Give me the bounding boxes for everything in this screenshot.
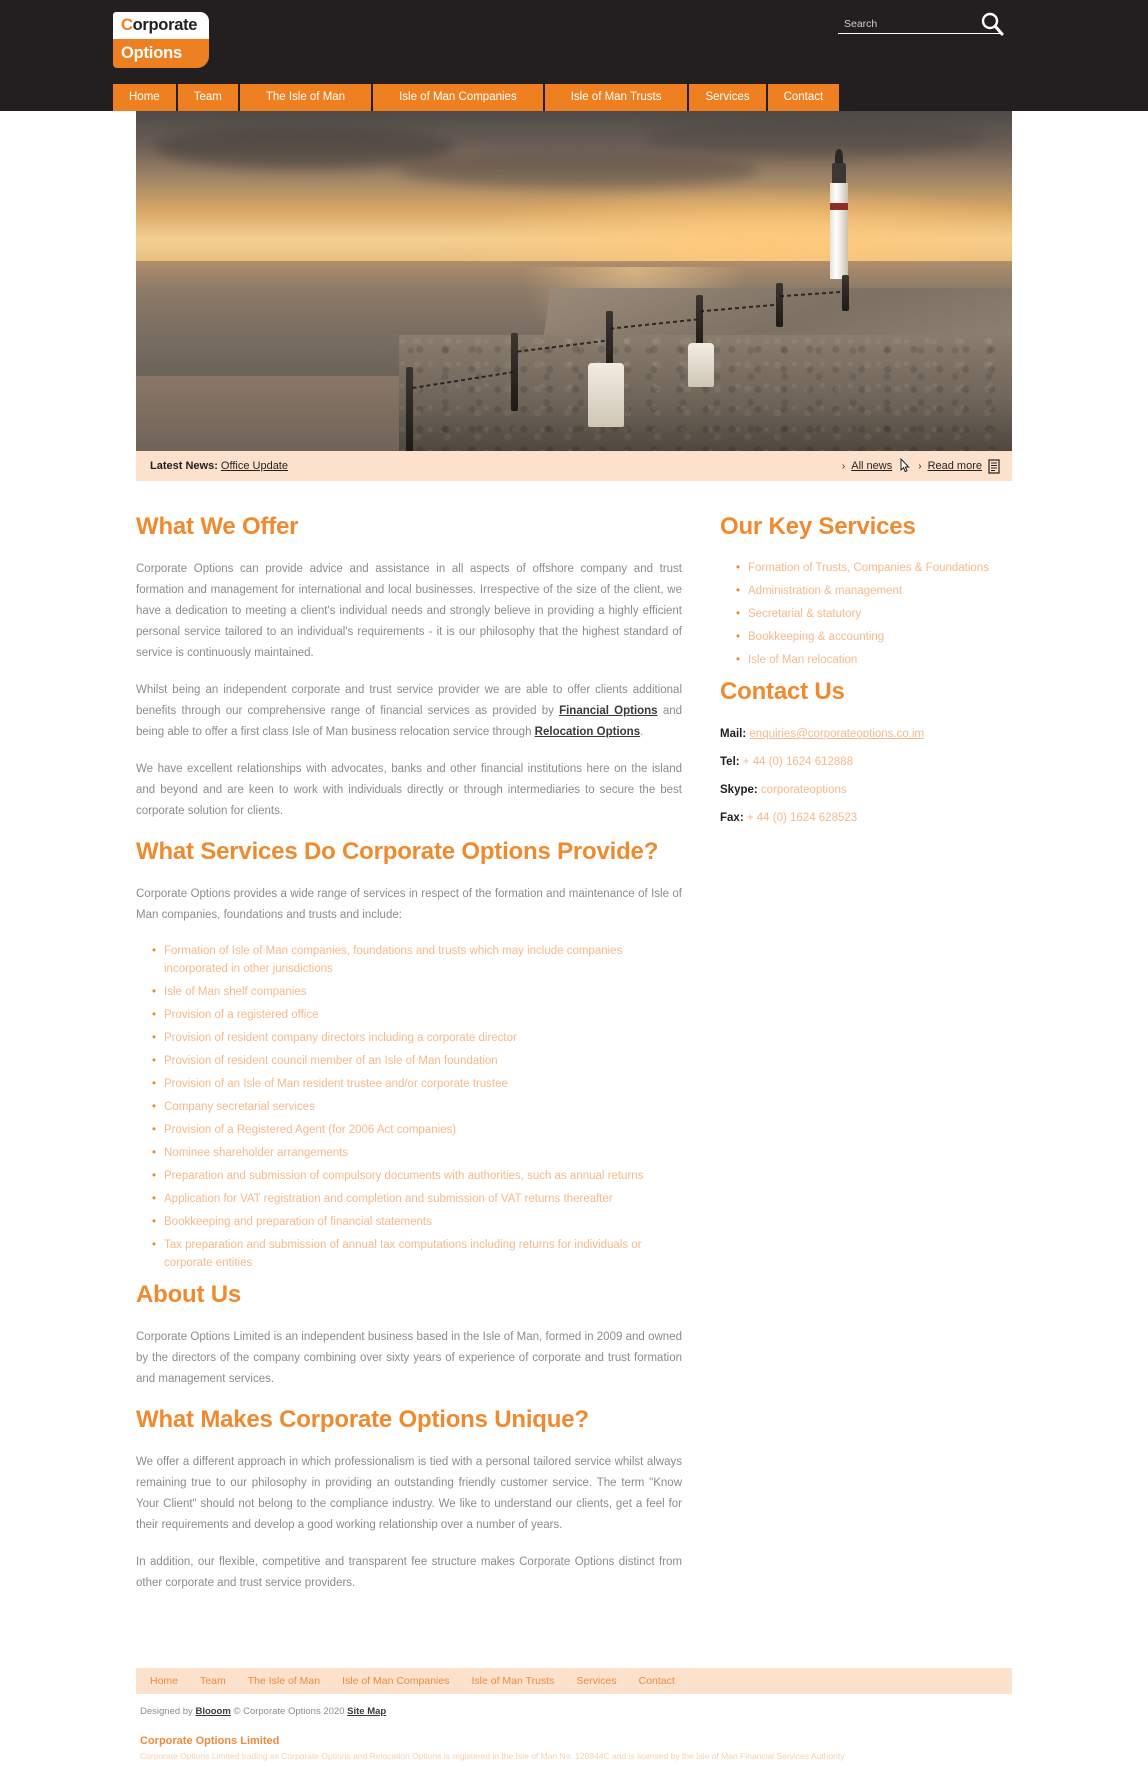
contact-label-skype: Skype: [720,784,758,796]
designed-by-prefix: Designed by [140,1706,196,1717]
hero-chain-post [406,367,413,451]
contact-email-link[interactable]: enquiries@corporateoptions.co.im [749,728,925,740]
nav-item-team[interactable]: Team [178,84,238,111]
relocation-options-link[interactable]: Relocation Options [534,726,641,738]
footer-nav-item-isle-of-man-trusts[interactable]: Isle of Man Trusts [471,1675,555,1687]
copyright-text: © Corporate Options 2020 [230,1706,348,1717]
heading-what-we-offer: What We Offer [136,513,299,540]
search-icon[interactable] [979,11,1005,37]
document-icon [988,459,1000,474]
site-header [0,0,1148,111]
contact-label-mail: Mail: [720,728,747,740]
footer-nav-item-home[interactable]: Home [150,1675,179,1687]
hero-bollard [688,343,714,387]
logo-rest: orporate [132,16,198,34]
nav-item-home[interactable]: Home [113,84,176,111]
latest-news-headline-link[interactable]: Office Update [220,460,288,472]
linked-paragraph-part3: . [640,726,644,738]
list-item: • Nominee shareholder arrangements [154,1144,682,1167]
paragraph-what-we-offer-2: We have excellent relationships with advocates, banks and other financial institutions here on the island and beyond and are keen to work with individuals directly or through intermediaries to secure the best corporate solution for clients. [136,763,682,817]
list-item: • Isle of Man relocation [738,651,1012,674]
site-map-link[interactable]: Site Map [347,1706,387,1717]
footer-nav-item-team[interactable]: Team [200,1675,226,1687]
contact-row-tel [720,752,1012,772]
list-item: • Formation of Isle of Man companies, foundations and trusts which may include companies incorporated in other jurisdictions [154,942,682,983]
paragraph-about-us: Corporate Options Limited is an independent business based in the Isle of Man, formed in 2009 and owned by the directors of the company combining over sixty years of experience of corporate and trust formation and management services. [136,1331,682,1385]
linked-paragraph-part2: and being able to offer a first class Isle of Man business relocation service through [136,705,683,738]
list-item: • Company secretarial services [154,1098,682,1121]
designer-link[interactable]: Blooom [195,1706,231,1717]
contact-details [720,724,1012,828]
hero-cloud [644,118,984,158]
sidebar [720,513,1012,1610]
nav-item-contact[interactable]: Contact [768,84,840,111]
nav-item-isle-of-man-companies[interactable]: Isle of Man Companies [373,84,543,111]
list-item: • Administration & management [738,582,1012,605]
list-item: • Isle of Man shelf companies [154,983,682,1006]
list-item: • Provision of resident council member of an Isle of Man foundation [154,1052,682,1075]
contact-label-tel: Tel: [720,756,740,768]
contact-row-mail [720,724,1012,744]
footer-nav-item-the-isle-of-man[interactable]: The Isle of Man [247,1675,321,1687]
list-item: • Application for VAT registration and completion and submission of VAT returns thereafter [154,1190,682,1213]
nav-item-isle-of-man-trusts[interactable]: Isle of Man Trusts [545,84,688,111]
latest-news-label: Latest News: [150,460,218,472]
logo-line-corporate [113,12,209,39]
cursor-pointer-icon [898,458,912,474]
linked-paragraph-part1: Whilst being an independent corporate and trust service provider we are able to offer clients additional benefits through our comprehensive range of financial services as provided by [136,684,682,717]
paragraph-services-intro: Corporate Options provides a wide range of services in respect of the formation and maintenance of Isle of Man companies, foundations and trusts and include: [136,888,682,921]
hero-chain-post [696,295,703,349]
hero-chain-post [842,275,849,311]
search-input[interactable] [838,16,1000,34]
list-item: • Bookkeeping & accounting [738,628,1012,651]
heading-our-key-services: Our Key Services [720,513,916,540]
footer-meta [136,1694,1012,1717]
contact-value-skype: corporateoptions [760,784,847,796]
paragraph-what-we-offer-linked [136,680,682,743]
read-more-link[interactable]: Read more [927,460,982,472]
heading-contact-us: Contact Us [720,678,845,705]
financial-options-link[interactable]: Financial Options [559,705,658,717]
key-services-list [720,559,1012,674]
footer-nav-item-services[interactable]: Services [576,1675,617,1687]
list-item: • Provision of a registered office [154,1006,682,1029]
main-content [136,481,1012,1610]
contact-label-fax: Fax: [720,812,744,824]
nav-item-services[interactable]: Services [689,84,765,111]
paragraph-unique-1: We offer a different approach in which professionalism is tied with a personal tailored service whilst always remaining true to our philosophy in providing an outstanding friendly customer service. The term "Know Your Client" should not belong to the compliance industry. We like to understand our clients, get a feel for their requirements and develop a good working relationship over a number of years. [136,1456,682,1531]
list-item: • Provision of resident company directors including a corporate director [154,1029,682,1052]
site-logo[interactable] [113,12,209,68]
site-footer [136,1610,1012,1789]
list-item: • Bookkeeping and preparation of financial statements [154,1213,682,1236]
logo-capital-c: C [121,16,133,34]
footer-nav-item-contact[interactable]: Contact [638,1675,675,1687]
hero-container [136,111,1012,451]
heading-about-us: About Us [136,1281,242,1308]
list-item: • Formation of Trusts, Companies & Foundations [738,559,1012,582]
contact-row-fax [720,808,1012,828]
list-item: • Preparation and submission of compulsory documents with authorities, such as annual returns [154,1167,682,1190]
logo-line-options: Options [113,39,209,68]
list-item: • Provision of an Isle of Man resident trustee and/or corporate trustee [154,1075,682,1098]
primary-nav [113,84,841,111]
hero-image-lighthouse-pier [136,111,1012,451]
hero-lighthouse [824,147,854,279]
footer-company-name: Corporate Options Limited [140,1735,280,1747]
hero-bollard [588,363,624,427]
latest-news-bar [136,451,1012,481]
list-item: • Secretarial & statutory [738,605,1012,628]
contact-value-tel: + 44 (0) 1624 612888 [742,756,854,768]
search-container [838,14,1000,34]
paragraph-unique-2: In addition, our flexible, competitive and transparent fee structure makes Corporate Options distinct from other corporate and trust service providers. [136,1556,682,1589]
paragraph-what-we-offer-1: Corporate Options can provide advice and assistance in all aspects of offshore company and trust formation and management for international and local businesses. Irrespective of the size of the client, we have a dedication to meeting a client's individual needs and strongly believe in providing a highly efficient personal service tailored to an individual's requirements - it is our philosophy that the highest standard of service is continuously maintained. [136,563,682,659]
all-news-link[interactable]: All news [851,460,893,472]
services-list [136,942,682,1277]
latest-news-left [150,460,288,472]
nav-item-the-isle-of-man[interactable]: The Isle of Man [240,84,371,111]
footer-legal-text: Corporate Options Limited trading as Corporate Options and Relocation Options is registered in the Isle of Man No. 120844C and is licensed by the Isle of Man Financial Services Authority [140,1751,845,1761]
list-item: • Provision of a Registered Agent (for 2006 Act companies) [154,1121,682,1144]
hero-cloud [399,152,759,188]
chevron-right-icon: › [841,460,846,472]
heading-what-makes-unique: What Makes Corporate Options Unique? [136,1406,589,1433]
contact-value-fax: + 44 (0) 1624 628523 [746,812,858,824]
hero-cloud [154,125,454,169]
latest-news-right [842,458,1000,474]
chevron-right-icon: › [918,460,922,472]
footer-nav [136,1668,1012,1694]
content-column [136,513,682,1610]
heading-what-services: What Services Do Corporate Options Provide? [136,838,659,865]
contact-row-skype [720,780,1012,800]
list-item: • Tax preparation and submission of annual tax computations including returns for individuals or corporate entities [154,1236,682,1277]
footer-nav-item-isle-of-man-companies[interactable]: Isle of Man Companies [342,1675,450,1687]
